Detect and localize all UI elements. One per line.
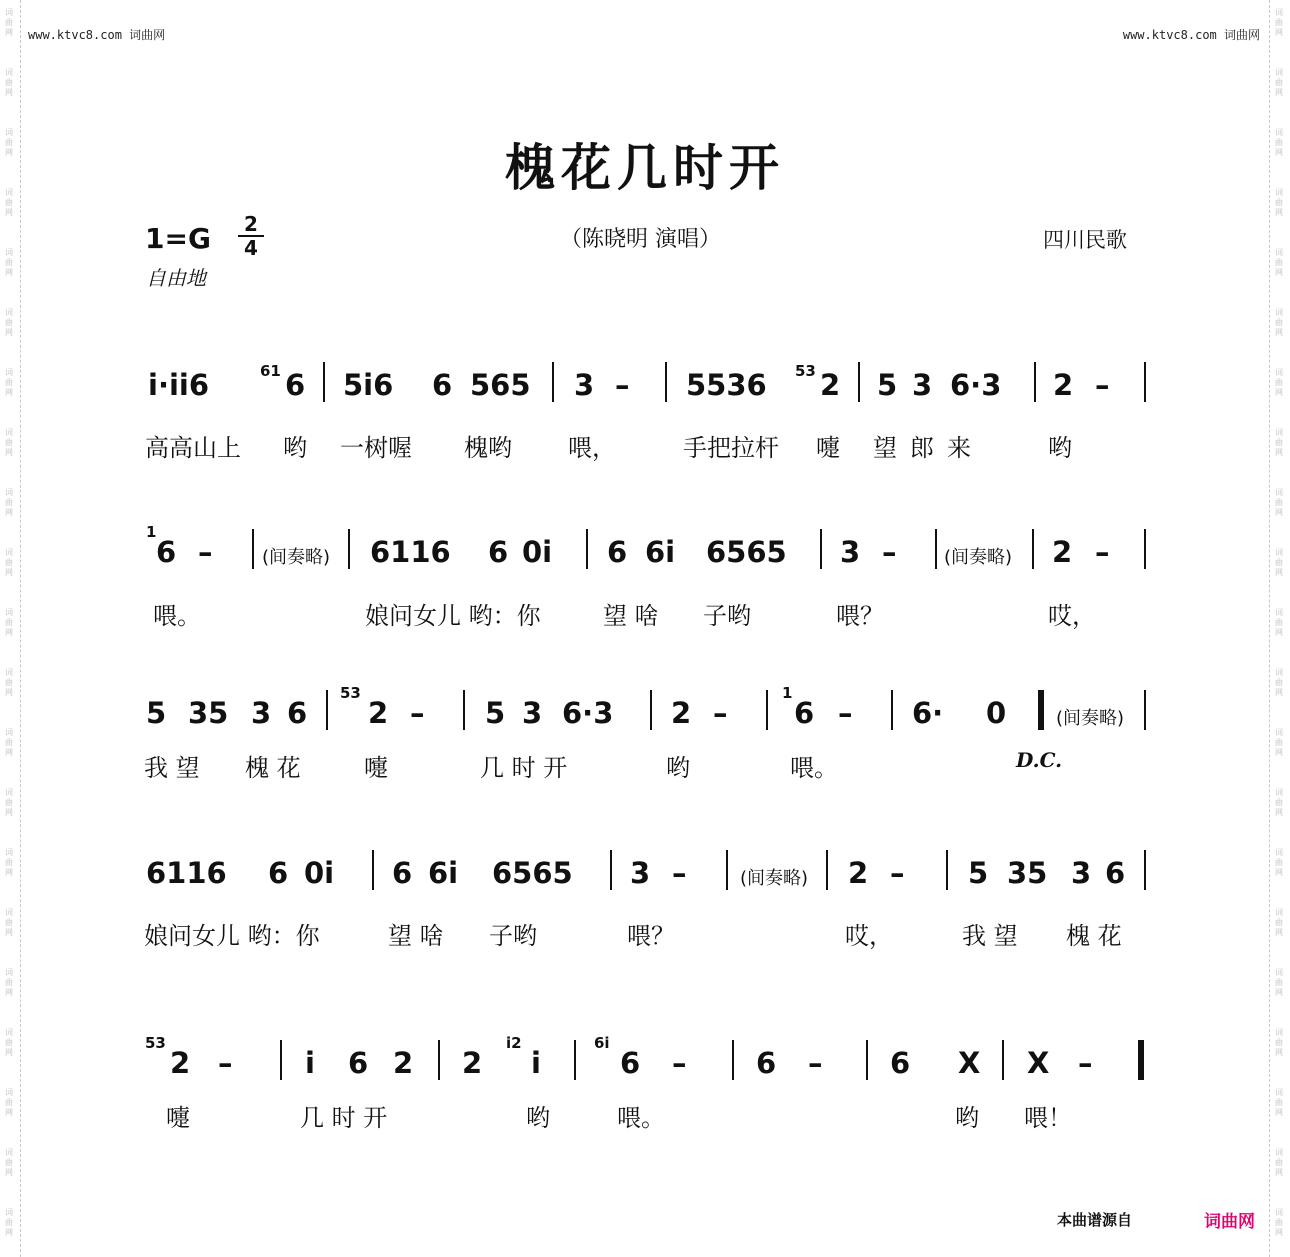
lyric: 郎 (910, 434, 934, 462)
watermark-text: 词曲网 (1275, 728, 1283, 757)
watermark-text: 词曲网 (5, 8, 13, 37)
score-row-1 (0, 362, 1290, 420)
lyric: 槐 花 (1066, 922, 1122, 950)
header-site-right[interactable]: www.ktvc8.com 词曲网 (1122, 28, 1260, 42)
lyric-row-3 (0, 748, 1290, 798)
note: – (808, 1046, 823, 1080)
watermark-text: 词曲网 (5, 728, 13, 757)
watermark-text: 词曲网 (5, 1088, 13, 1117)
lyric: 喂？ (836, 602, 884, 630)
watermark-text: 词曲网 (1275, 308, 1283, 337)
lyric: 高高山上 (145, 434, 241, 462)
lyric-row-4 (0, 916, 1290, 966)
header-site-left[interactable]: www.ktvc8.com 词曲网 (28, 28, 166, 42)
song-origin: 四川民歌 (1043, 228, 1127, 252)
lyric: 娘问女儿 哟：你 (365, 602, 541, 630)
lyric: 来 (947, 434, 971, 462)
note: 3 (574, 368, 595, 402)
note: 35 (188, 696, 229, 730)
note: 6 (285, 368, 306, 402)
key-signature: 1=G (145, 222, 211, 255)
note: – (890, 856, 905, 890)
lyric: 喂！ (1024, 1104, 1072, 1132)
lyric: 嚏 (364, 754, 388, 782)
watermark-text: 词曲网 (5, 968, 13, 997)
lyric-row-5 (0, 1098, 1290, 1148)
watermark-text: 词曲网 (5, 128, 13, 157)
note: 6 (607, 535, 628, 569)
note: – (218, 1046, 233, 1080)
watermark-text: 词曲网 (1275, 8, 1283, 37)
da-capo-marking: D.C. (1016, 748, 1063, 772)
score-row-4 (0, 858, 1290, 908)
lyric: 哎， (1048, 602, 1096, 630)
lyric: 子哟 (489, 922, 537, 950)
watermark-text: 词曲网 (5, 368, 13, 397)
watermark-text: 词曲网 (5, 308, 13, 337)
lyric: 喂？ (627, 922, 675, 950)
lyric: 望 啥 (388, 922, 444, 950)
grace-note: 53 (340, 684, 361, 702)
note: 2 (848, 856, 869, 890)
lyric: 手把拉杆 (683, 434, 779, 462)
watermark-text: 词曲网 (1275, 1208, 1283, 1237)
watermark-text: 词曲网 (1275, 188, 1283, 217)
note: 6 (756, 1046, 777, 1080)
note: 6i (645, 535, 676, 569)
watermark-text: 词曲网 (1275, 428, 1283, 457)
note: 5536 (686, 368, 767, 402)
watermark-text: 词曲网 (1275, 608, 1283, 637)
watermark-text: 词曲网 (5, 488, 13, 517)
lyric-row-2 (0, 596, 1290, 646)
lyric: 哟 (526, 1104, 550, 1132)
interlude-note: (间奏略) (262, 547, 331, 568)
lyric: 哟 (666, 754, 690, 782)
note: 3 (912, 368, 933, 402)
note: – (672, 856, 687, 890)
note: 6 (488, 535, 509, 569)
note: 2 (820, 368, 841, 402)
grace-note: 1 (782, 684, 793, 702)
lyric: 喂。 (617, 1104, 665, 1132)
watermark-text: 词曲网 (5, 1208, 13, 1237)
note: 6116 (146, 856, 227, 890)
lyric: 子哟 (703, 602, 751, 630)
note: 6· (912, 696, 944, 730)
lyric: 哟 (283, 434, 307, 462)
watermark-text: 词曲网 (5, 68, 13, 97)
lyric: 嚏 (166, 1104, 190, 1132)
note: 3 (840, 535, 861, 569)
note: 2 (170, 1046, 191, 1080)
note: 6·3 (562, 696, 614, 730)
footer-brand-link[interactable]: 词曲网 (1204, 1212, 1255, 1232)
watermark-text: 词曲网 (1275, 1088, 1283, 1117)
note: 0i (304, 856, 335, 890)
interlude-note: (间奏略) (944, 547, 1013, 568)
watermark-text: 词曲网 (1275, 1028, 1283, 1057)
lyric: 嚏 (816, 434, 840, 462)
watermark-text: 词曲网 (5, 608, 13, 637)
watermark-text: 词曲网 (1275, 848, 1283, 877)
grace-note: 1 (146, 523, 157, 541)
lyric: 我 望 (144, 754, 200, 782)
watermark-text: 词曲网 (5, 248, 13, 277)
note: 6i (428, 856, 459, 890)
note: – (1095, 368, 1110, 402)
lyric: 望 (873, 434, 897, 462)
note: 6 (890, 1046, 911, 1080)
note: 6 (432, 368, 453, 402)
lyric: 几 时 开 (480, 754, 568, 782)
lyric: 槐 花 (245, 754, 301, 782)
score-row-2 (0, 523, 1290, 587)
song-title: 槐花几时开 (505, 138, 785, 197)
watermark-text: 词曲网 (5, 188, 13, 217)
grace-note: 61 (260, 362, 281, 380)
note: i (531, 1046, 541, 1080)
note: 35 (1007, 856, 1048, 890)
watermark-text: 词曲网 (1275, 968, 1283, 997)
note: – (882, 535, 897, 569)
note: 0i (522, 535, 553, 569)
watermark-text: 词曲网 (1275, 68, 1283, 97)
note: – (713, 696, 728, 730)
note: – (1095, 535, 1110, 569)
note: 3 (522, 696, 543, 730)
note: 2 (368, 696, 389, 730)
lyric: 几 时 开 (300, 1104, 388, 1132)
watermark-text: 词曲网 (1275, 548, 1283, 577)
note: 565 (470, 368, 531, 402)
watermark-text: 词曲网 (1275, 248, 1283, 277)
note: – (838, 696, 853, 730)
note: 6565 (706, 535, 787, 569)
watermark-text: 词曲网 (5, 1028, 13, 1057)
note: 6565 (492, 856, 573, 890)
watermark-text: 词曲网 (5, 548, 13, 577)
note: 2 (462, 1046, 483, 1080)
lyric: 哎， (845, 922, 893, 950)
watermark-text: 词曲网 (1275, 368, 1283, 397)
time-signature-bottom: 4 (244, 236, 258, 260)
lyric: 哟 (955, 1104, 979, 1132)
note: 2 (671, 696, 692, 730)
note: 3 (630, 856, 651, 890)
grace-note: 53 (795, 362, 816, 380)
note: 5 (146, 696, 167, 730)
note: 6·3 (950, 368, 1002, 402)
lyric: 哟 (1048, 434, 1072, 462)
singer-credit: （陈晓明 演唱） (560, 227, 721, 252)
note: 2 (1053, 368, 1074, 402)
watermark-text: 词曲网 (5, 848, 13, 877)
footer-source-label: 本曲谱源自 (1057, 1211, 1133, 1229)
note: X (1027, 1046, 1050, 1080)
lyric: 喂， (568, 434, 616, 462)
note: – (615, 368, 630, 402)
note: 0 (986, 696, 1007, 730)
note: 6 (620, 1046, 641, 1080)
score-row-3 (0, 684, 1290, 748)
note: 6116 (370, 535, 451, 569)
note: 6 (794, 696, 815, 730)
watermark-text: 词曲网 (1275, 788, 1283, 817)
note: 6 (348, 1046, 369, 1080)
note: – (198, 535, 213, 569)
watermark-text: 词曲网 (5, 908, 13, 937)
note: 6 (156, 535, 177, 569)
note: – (410, 696, 425, 730)
lyric: 喂。 (790, 754, 838, 782)
watermark-text: 词曲网 (1275, 908, 1283, 937)
tempo-marking: 自由地 (146, 266, 206, 290)
note: 2 (393, 1046, 414, 1080)
lyric: 我 望 (962, 922, 1018, 950)
watermark-text: 词曲网 (1275, 1148, 1283, 1177)
note: – (1078, 1046, 1093, 1080)
note: i (305, 1046, 315, 1080)
time-signature (238, 214, 264, 258)
watermark-text: 词曲网 (1275, 668, 1283, 697)
lyric-row-1 (0, 428, 1290, 478)
lyric: 槐哟 (464, 434, 512, 462)
watermark-text: 词曲网 (5, 1148, 13, 1177)
lyric: 望 啥 (603, 602, 659, 630)
note: i·ii6 (148, 368, 210, 402)
watermark-text: 词曲网 (1275, 128, 1283, 157)
note: 5 (877, 368, 898, 402)
note: 6 (1105, 856, 1126, 890)
grace-note: i2 (506, 1034, 522, 1052)
note: 5i6 (343, 368, 394, 402)
note: 3 (251, 696, 272, 730)
interlude-note: (间奏略) (1056, 708, 1125, 729)
note: 6 (392, 856, 413, 890)
grace-note: 53 (145, 1034, 166, 1052)
watermark-text: 词曲网 (5, 428, 13, 457)
lyric: 一树喔 (340, 434, 412, 462)
note: – (672, 1046, 687, 1080)
note: 2 (1052, 535, 1073, 569)
note: X (958, 1046, 981, 1080)
lyric: 喂。 (153, 602, 201, 630)
grace-note: 6i (594, 1034, 610, 1052)
watermark-text: 词曲网 (5, 668, 13, 697)
watermark-text: 词曲网 (1275, 488, 1283, 517)
note: 6 (268, 856, 289, 890)
time-signature-top: 2 (244, 212, 258, 236)
watermark-text: 词曲网 (5, 788, 13, 817)
lyric: 娘问女儿 哟：你 (144, 922, 320, 950)
note: 3 (1071, 856, 1092, 890)
note: 5 (968, 856, 989, 890)
note: 5 (485, 696, 506, 730)
note: 6 (287, 696, 308, 730)
interlude-note: (间奏略) (740, 868, 809, 889)
